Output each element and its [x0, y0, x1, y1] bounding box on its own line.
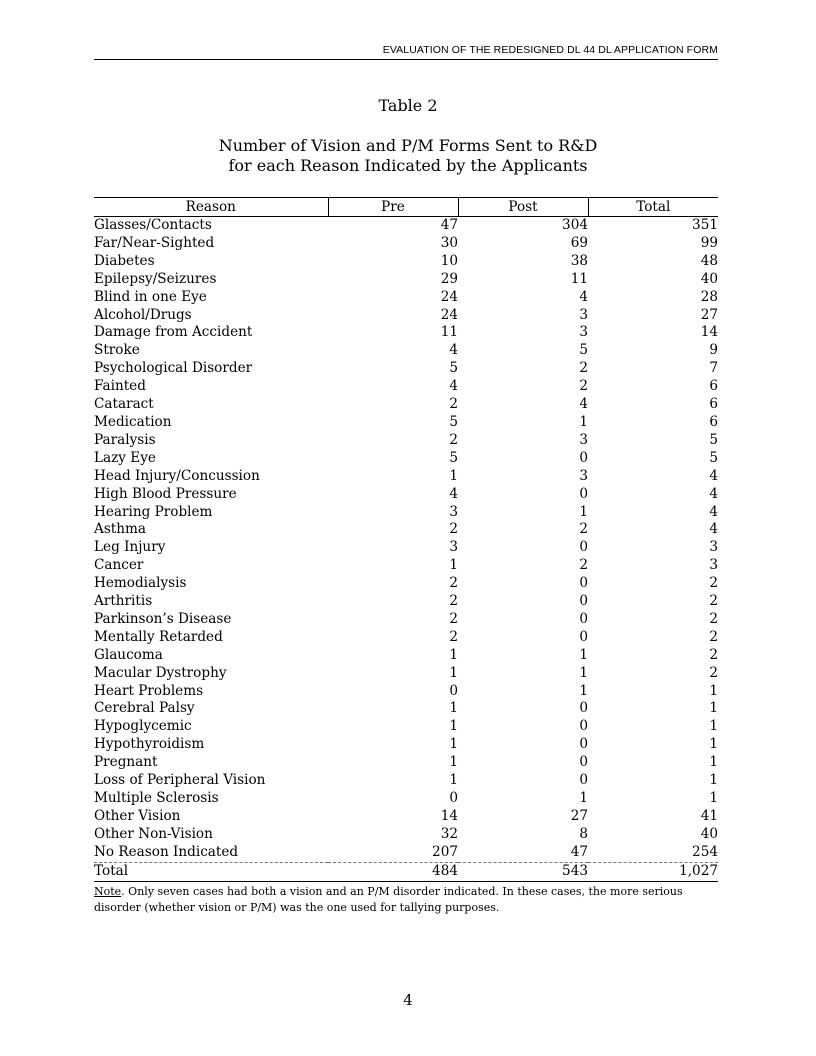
row-pre: 0: [449, 790, 458, 806]
row-pre: 3: [449, 539, 458, 556]
row-pre: 47: [440, 217, 458, 233]
row-pre: 0: [449, 682, 458, 699]
row-post: 0: [579, 593, 588, 610]
row-reason: Epilepsy/Seizures: [94, 270, 217, 287]
row-reason: Heart Problems: [94, 682, 204, 699]
row-post: 1: [579, 682, 588, 699]
row-reason: Paralysis: [94, 431, 156, 448]
row-reason: Other Vision: [94, 807, 181, 824]
row-total: 1: [709, 736, 718, 753]
row-post: 0: [579, 449, 588, 466]
row-post: 0: [579, 754, 588, 771]
row-total: 40: [700, 825, 718, 842]
row-reason: Blind in one Eye: [94, 288, 207, 305]
table-row: [94, 826, 718, 844]
row-total: 3: [709, 539, 718, 556]
row-pre: 24: [440, 288, 458, 305]
row-total: 28: [700, 288, 718, 305]
row-reason: Far/Near-Sighted: [94, 234, 215, 251]
row-reason: Cerebral Palsy: [94, 700, 195, 717]
total-row: [94, 862, 718, 881]
row-reason: Hypoglycemic: [94, 718, 192, 735]
row-total: 14: [700, 324, 718, 341]
row-total: 2: [709, 646, 718, 663]
row-pre: 1: [449, 772, 458, 789]
row-post: 11: [570, 270, 588, 287]
column-header-total: Total: [588, 198, 718, 217]
row-post: 0: [579, 772, 588, 789]
row-total: 4: [709, 521, 718, 538]
row-total: 254: [692, 843, 718, 860]
row-post: 0: [579, 539, 588, 556]
table-row: [94, 378, 718, 396]
note-label: Note: [94, 885, 122, 898]
row-pre: 5: [449, 413, 458, 430]
table-row: [94, 665, 718, 683]
row-pre: 4: [449, 342, 458, 359]
row-total: 351: [692, 217, 718, 233]
row-pre: 4: [449, 485, 458, 502]
caption-line-2: for each Reason Indicated by the Applicants: [228, 156, 588, 175]
row-reason: Multiple Sclerosis: [94, 790, 219, 806]
table-row: [94, 683, 718, 701]
row-total: 1: [709, 790, 718, 806]
row-reason: Macular Dystrophy: [94, 664, 227, 681]
row-reason: Mentally Retarded: [94, 628, 223, 645]
row-reason: Fainted: [94, 378, 146, 395]
row-post: 1: [579, 503, 588, 520]
table-row: [94, 808, 718, 826]
row-post: 304: [562, 217, 588, 233]
row-total: 9: [709, 342, 718, 359]
row-total: 5: [709, 449, 718, 466]
table-row: [94, 736, 718, 754]
row-reason: Parkinson’s Disease: [94, 610, 232, 627]
row-total: 4: [709, 503, 718, 520]
row-post: 4: [579, 288, 588, 305]
row-post: 1: [579, 413, 588, 430]
row-reason: No Reason Indicated: [94, 843, 239, 860]
row-reason: Alcohol/Drugs: [94, 306, 192, 323]
row-total: 1: [709, 682, 718, 699]
row-pre: 1: [449, 646, 458, 663]
table-row: [94, 790, 718, 808]
row-reason: Lazy Eye: [94, 449, 156, 466]
row-post: 47: [570, 843, 588, 860]
row-pre: 2: [449, 431, 458, 448]
row-pre: 4: [449, 378, 458, 395]
row-total: 41: [700, 807, 718, 824]
row-pre: 5: [449, 449, 458, 466]
row-reason: Head Injury/Concussion: [94, 467, 260, 484]
row-pre: 5: [449, 360, 458, 377]
table-row: [94, 235, 718, 253]
table-body: [94, 217, 718, 863]
row-reason: Cataract: [94, 396, 154, 413]
row-post: 1: [579, 646, 588, 663]
table-row: [94, 647, 718, 665]
table-note: [94, 884, 724, 916]
table-row: [94, 253, 718, 271]
row-post: 2: [579, 557, 588, 574]
table-row: [94, 271, 718, 289]
row-post: 38: [570, 252, 588, 269]
row-pre: 1: [449, 700, 458, 717]
row-pre: 10: [440, 252, 458, 269]
row-total: 1: [709, 772, 718, 789]
row-total: 2: [709, 628, 718, 645]
table-number: Table 2: [378, 96, 438, 115]
row-post: 0: [579, 628, 588, 645]
row-reason: Hearing Problem: [94, 503, 213, 520]
row-pre: 2: [449, 610, 458, 627]
row-total: 2: [709, 593, 718, 610]
table-row: [94, 468, 718, 486]
running-header: EVALUATION OF THE REDESIGNED DL 44 DL APPLICATION FORM: [94, 44, 718, 60]
row-pre: 14: [440, 807, 458, 824]
row-pre: 1: [449, 557, 458, 574]
row-post: 0: [579, 736, 588, 753]
row-total: 2: [709, 664, 718, 681]
row-post: 8: [579, 825, 588, 842]
row-total: 48: [700, 252, 718, 269]
row-pre: 1: [449, 736, 458, 753]
row-reason: Arthritis: [94, 593, 153, 610]
table-row: [94, 217, 718, 235]
table-row: [94, 539, 718, 557]
row-reason: Damage from Accident: [94, 324, 253, 341]
row-total: 5: [709, 431, 718, 448]
row-post: 1: [579, 790, 588, 806]
column-header-post: Post: [458, 198, 588, 217]
row-reason: Glasses/Contacts: [94, 217, 212, 233]
table-row: [94, 772, 718, 790]
row-post: 2: [579, 378, 588, 395]
row-total: 99: [700, 234, 718, 251]
row-post: 27: [570, 807, 588, 824]
row-reason: Leg Injury: [94, 539, 166, 556]
table-row: [94, 754, 718, 772]
row-pre: 1: [449, 664, 458, 681]
table-row: [94, 557, 718, 575]
total-total: 1,027: [588, 862, 718, 881]
row-total: 4: [709, 467, 718, 484]
row-post: 3: [579, 467, 588, 484]
row-post: 1: [579, 664, 588, 681]
row-post: 3: [579, 431, 588, 448]
table-row: [94, 593, 718, 611]
row-total: 7: [709, 360, 718, 377]
row-post: 4: [579, 396, 588, 413]
row-pre: 1: [449, 467, 458, 484]
row-post: 2: [579, 521, 588, 538]
row-total: 2: [709, 610, 718, 627]
row-reason: Diabetes: [94, 252, 155, 269]
row-total: 6: [709, 413, 718, 430]
table-row: [94, 844, 718, 862]
table-row: [94, 450, 718, 468]
row-reason: Asthma: [94, 521, 147, 538]
row-reason: Hemodialysis: [94, 575, 187, 592]
row-total: 1: [709, 700, 718, 717]
row-total: 1: [709, 754, 718, 771]
table-row: [94, 504, 718, 522]
row-post: 0: [579, 485, 588, 502]
table-row: [94, 307, 718, 325]
row-pre: 30: [440, 234, 458, 251]
page-number: 4: [403, 991, 413, 1009]
row-total: 3: [709, 557, 718, 574]
table-row: [94, 396, 718, 414]
table-row: [94, 700, 718, 718]
row-pre: 3: [449, 503, 458, 520]
row-reason: High Blood Pressure: [94, 485, 237, 502]
table-caption: [0, 136, 816, 176]
row-pre: 1: [449, 718, 458, 735]
row-reason: Loss of Peripheral Vision: [94, 772, 266, 789]
row-pre: 2: [449, 575, 458, 592]
row-pre: 11: [440, 324, 458, 341]
reasons-table: [94, 197, 718, 882]
row-reason: Other Non-Vision: [94, 825, 213, 842]
table-row: [94, 342, 718, 360]
total-post: 543: [458, 862, 588, 881]
table-row: [94, 360, 718, 378]
row-total: 27: [700, 306, 718, 323]
row-reason: Pregnant: [94, 754, 158, 771]
row-reason: Hypothyroidism: [94, 736, 205, 753]
table-row: [94, 629, 718, 647]
row-post: 69: [570, 234, 588, 251]
row-pre: 32: [440, 825, 458, 842]
row-reason: Medication: [94, 413, 172, 430]
row-pre: 29: [440, 270, 458, 287]
row-pre: 2: [449, 396, 458, 413]
row-total: 1: [709, 718, 718, 735]
table-row: [94, 575, 718, 593]
row-reason: Psychological Disorder: [94, 360, 253, 377]
row-post: 3: [579, 306, 588, 323]
row-total: 6: [709, 396, 718, 413]
table-row: [94, 432, 718, 450]
column-header-pre: Pre: [328, 198, 458, 217]
table-header-row: [94, 198, 718, 217]
total-pre: 484: [328, 862, 458, 881]
table-row: [94, 414, 718, 432]
row-pre: 2: [449, 593, 458, 610]
row-pre: 207: [432, 843, 458, 860]
row-total: 4: [709, 485, 718, 502]
table-row: [94, 289, 718, 307]
row-pre: 2: [449, 628, 458, 645]
table-row: [94, 486, 718, 504]
row-reason: Glaucoma: [94, 646, 163, 663]
row-post: 0: [579, 575, 588, 592]
row-reason: Stroke: [94, 342, 140, 359]
note-text: . Only seven cases had both a vision and an P/M disorder indicated. In these cases, the more serious disorder (whether vision or P/M) was the one used for tallying purposes.: [94, 885, 683, 914]
table-row: [94, 718, 718, 736]
row-total: 6: [709, 378, 718, 395]
row-pre: 1: [449, 754, 458, 771]
row-total: 2: [709, 575, 718, 592]
row-total: 40: [700, 270, 718, 287]
row-pre: 2: [449, 521, 458, 538]
row-pre: 24: [440, 306, 458, 323]
caption-line-1: Number of Vision and P/M Forms Sent to R&D: [218, 136, 598, 155]
row-post: 5: [579, 342, 588, 359]
table-row: [94, 521, 718, 539]
row-post: 2: [579, 360, 588, 377]
row-post: 0: [579, 610, 588, 627]
table-row: [94, 324, 718, 342]
row-post: 3: [579, 324, 588, 341]
total-label: Total: [94, 862, 328, 881]
row-post: 0: [579, 700, 588, 717]
row-reason: Cancer: [94, 557, 144, 574]
column-header-reason: Reason: [94, 198, 328, 217]
table-row: [94, 611, 718, 629]
row-post: 0: [579, 718, 588, 735]
